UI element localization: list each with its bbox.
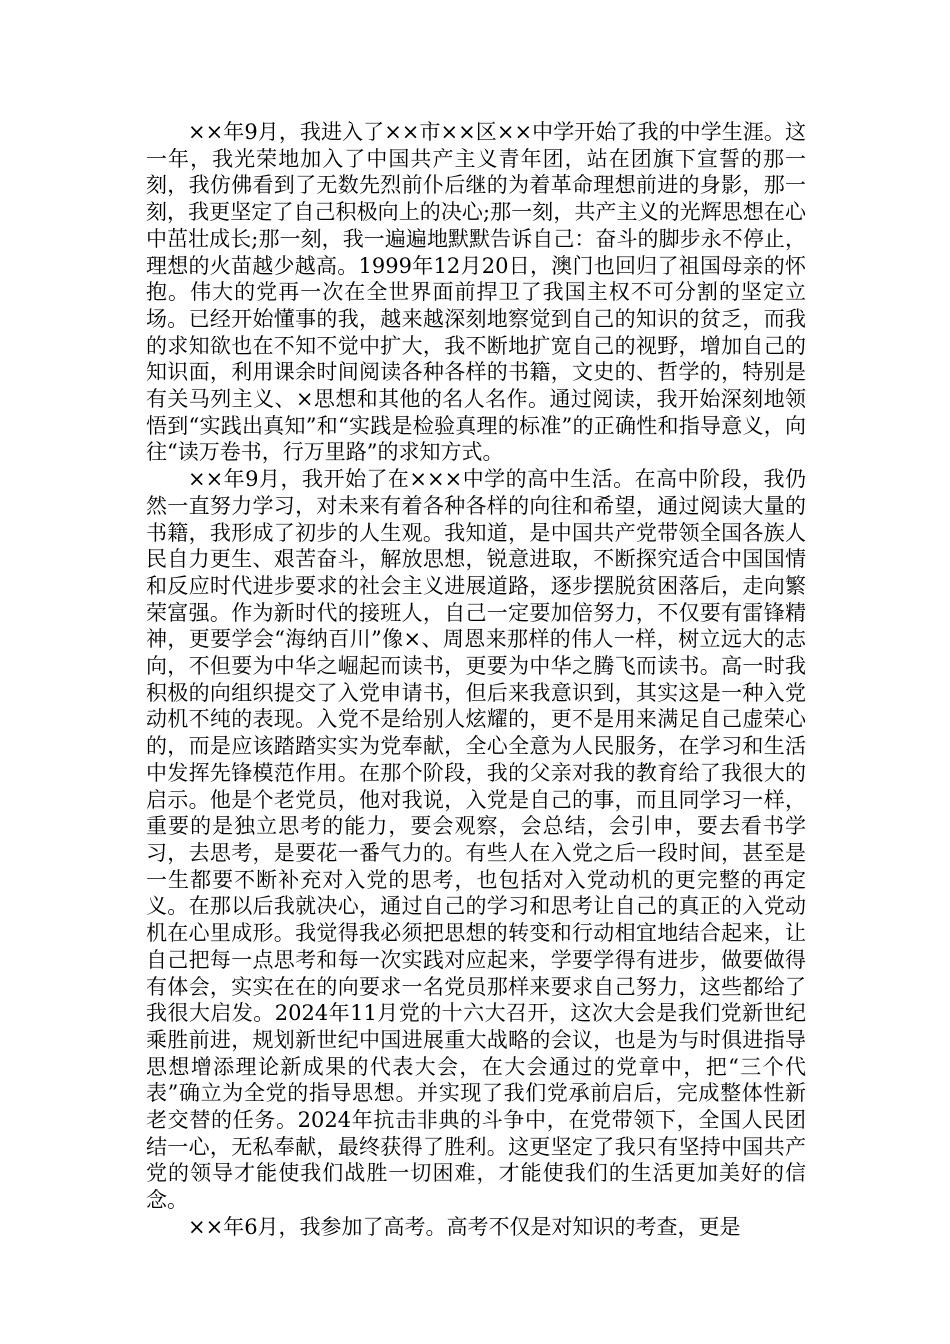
paragraph-high-school: ××年9月，我开始了在×××中学的高中生活。在高中阶段，我仍然一直努力学习，对未来有着各种各样的向往和希望，通过阅读大量的书籍，我形成了初步的人生观。我知道，是中国共产党带领全国各族人民自力更生、艰苦奋斗，解放思想，锐意进取，不断探究适合中国国情和反应时代进步要求的社会主义进展道路，逐步摆脱贫困落后，走向繁荣富强。作为新时代的接班人，自己一定要加倍努力，不仅要有雷锋精神，更要学会“海纳百川”像×、周恩来那样的伟人一样，树立远大的志向，不但要为中华之崛起而读书，更要为中华之腾飞而读书。高一时我积极的向组织提交了入党申请书，但后来我意识到，其实这是一种入党动机不纯的表现。入党不是给别人炫耀的，更不是用来满足自己虚荣心的，而是应该踏踏实实为党奉献，全心全意为人民服务，在学习和生活中发挥先锋模范作用。在那个阶段，我的父亲对我的教育给了我很大的启示。他是个老党员，他对我说，入党是自己的事，而且同学习一样，重要的是独立思考的能力，要会观察，会总结，会引申，要去看书学习，去思考，是要花一番气力的。有些人在入党之后一段时间，甚至是一生都要不断补充对入党的思考，也包括对入党动机的更完整的再定义。在那以后我就决心，通过自己的学习和思考让自己的真正的入党动机在心里成形。我觉得我必须把思想的转变和行动相宜地结合起来，让自己把每一点思考和每一次实践对应起来，学要学得有进步，做要做得有体会，实实在在的向要求一名党员那样来要求自己努力，这些都给了我很大启发。2024年11月党的十六大召开，这次大会是我们党新世纪乘胜前进，规划新世纪中国进展重大战略的会议，也是为与时俱进指导思想增添理论新成果的代表大会，在大会通过的党章中，把“三个代表”确立为全党的指导思想。并实现了我们党承前启后，完成整体性新老交替的任务。2024年抗击非典的斗争中，在党带领下，全国人民团结一心，无私奉献，最终获得了胜利。这更坚定了我只有坚持中国共产党的领导才能使我们战胜一切困难，才能使我们的生活更加美好的信念。 xyxy=(146,467,806,1213)
document-body xyxy=(146,119,806,1241)
paragraph-middle-school: ××年9月，我进入了××市××区××中学开始了我的中学生涯。这一年，我光荣地加入了中国共产主义青年团，站在团旗下宣誓的那一刻，我仿佛看到了无数先烈前仆后继的为着革命理想前进的身影，那一刻，我更坚定了自己积极向上的决心;那一刻，共产主义的光辉思想在心中茁壮成长;那一刻，我一遍遍地默默告诉自己：奋斗的脚步永不停止，理想的火苗越少越高。1999年12月20日，澳门也回归了祖国母亲的怀抱。伟大的党再一次在全世界面前捍卫了我国主权不可分割的坚定立场。已经开始懂事的我，越来越深刻地察觉到自己的知识的贫乏，而我的求知欲也在不知不觉中扩大，我不断地扩宽自己的视野，增加自己的知识面，利用课余时间阅读各种各样的书籍，文史的、哲学的，特别是有关马列主义、×思想和其他的名人名作。通过阅读，我开始深刻地领悟到“实践出真知”和“实践是检验真理的标准”的正确性和指导意义，向往“读万卷书，行万里路”的求知方式。 xyxy=(146,120,806,465)
paragraph-college-entrance-exam: ××年6月，我参加了高考。高考不仅是对知识的考查，更是 xyxy=(188,1214,741,1239)
